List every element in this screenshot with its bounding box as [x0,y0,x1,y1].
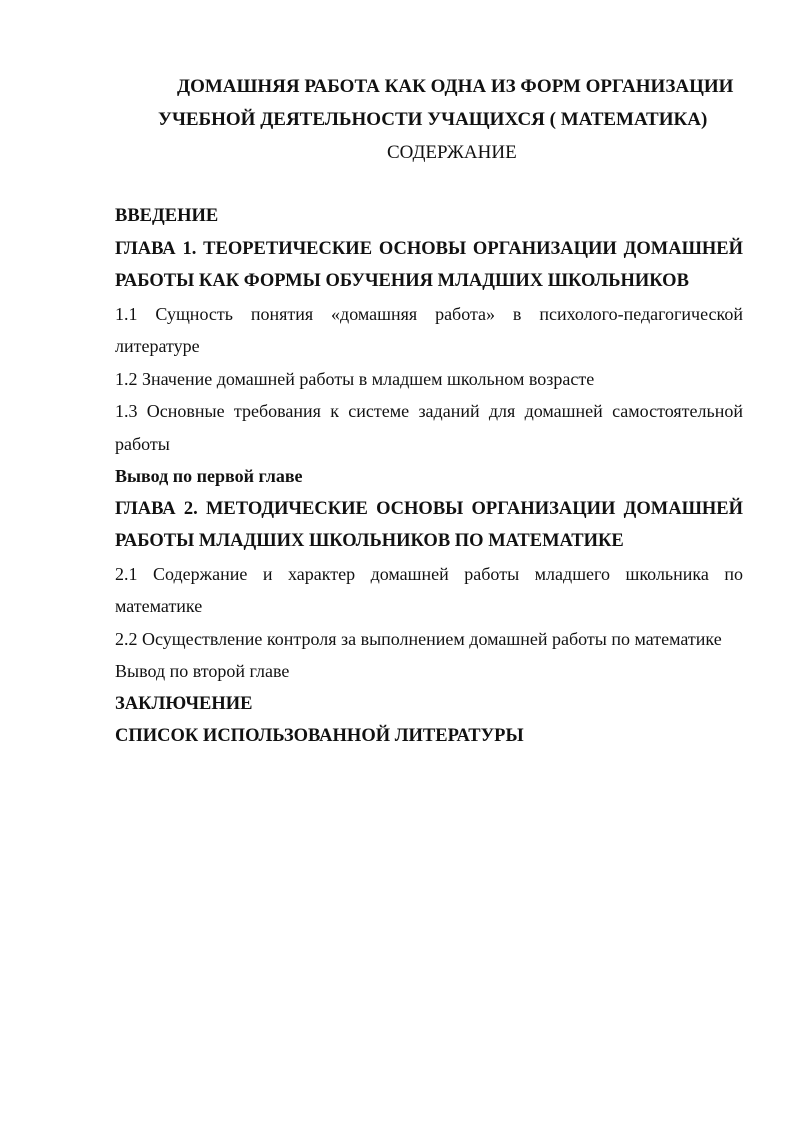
toc-chapter-1: ГЛАВА 1. ТЕОРЕТИЧЕСКИЕ ОСНОВЫ ОРГАНИЗАЦИИ ДОМАШНЕЙ РАБОТЫ КАК ФОРМЫ ОБУЧЕНИЯ МЛАДШИХ ШКОЛЬНИКОВ [115,238,743,291]
toc-conclusion-2: Вывод по второй главе [115,661,290,681]
document-title-line-2: УЧЕБНОЙ ДЕЯТЕЛЬНОСТИ УЧАЩИХСЯ ( МАТЕМАТИКА) [158,109,708,130]
document-title-line-1: ДОМАШНЯЯ РАБОТА КАК ОДНА ИЗ ФОРМ ОРГАНИЗАЦИИ [177,76,734,97]
toc-bibliography: СПИСОК ИСПОЛЬЗОВАННОЙ ЛИТЕРАТУРЫ [115,726,524,746]
toc-item-2-2: 2.2 Осуществление контроля за выполнением домашней работы по математике [115,628,722,649]
toc-item-1-2: 1.2 Значение домашней работы в младшем школьном возрасте [115,368,595,389]
toc-item-1-3: 1.3 Основные требования к системе заданий для домашней самостоятельной работы [115,401,743,454]
toc-chapter-2: ГЛАВА 2. МЕТОДИЧЕСКИЕ ОСНОВЫ ОРГАНИЗАЦИИ ДОМАШНЕЙ РАБОТЫ МЛАДШИХ ШКОЛЬНИКОВ ПО МАТЕМАТИКЕ [115,498,743,551]
toc-intro: ВВЕДЕНИЕ [115,206,219,226]
toc-conclusion-final: ЗАКЛЮЧЕНИЕ [115,693,253,714]
toc-conclusion-1: Вывод по первой главе [115,466,303,486]
toc-item-1-1: 1.1 Сущность понятия «домашняя работа» в психолого-педагогической литературе [115,303,743,356]
contents-heading: СОДЕРЖАНИЕ [387,142,517,163]
table-of-contents [115,200,743,753]
toc-item-2-1: 2.1 Содержание и характер домашней работы младшего школьника по математике [115,563,743,616]
